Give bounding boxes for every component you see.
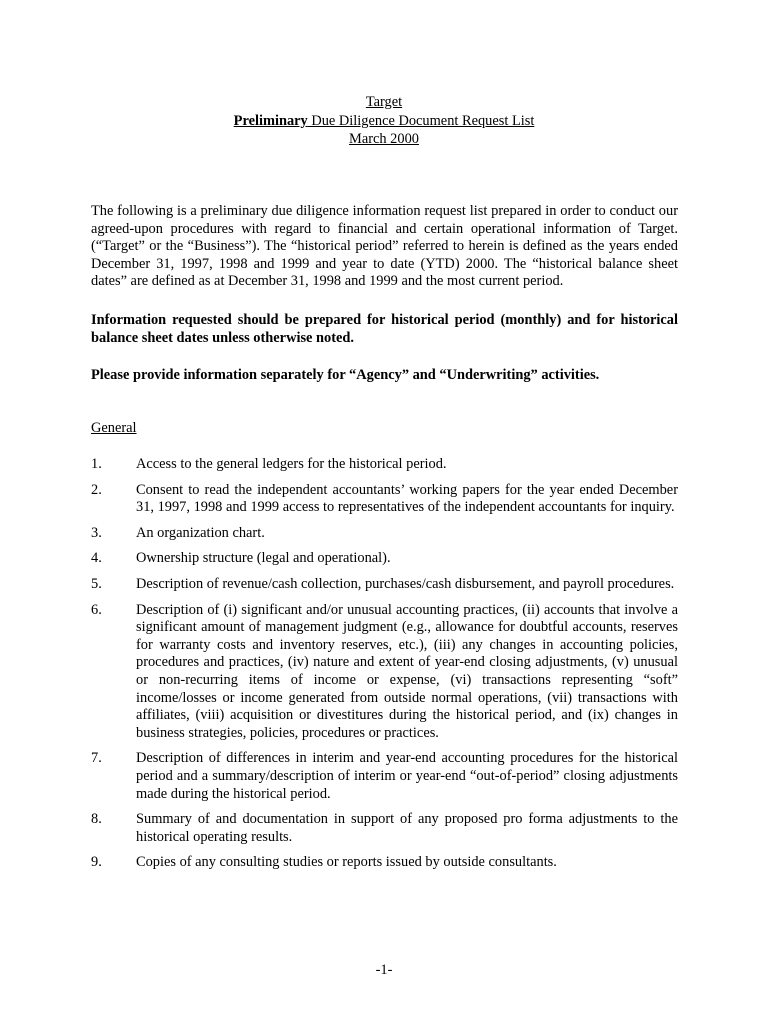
header-title bbox=[0, 112, 768, 131]
document-header bbox=[0, 93, 768, 149]
request-list bbox=[91, 456, 678, 880]
header-company: Target bbox=[365, 94, 403, 110]
list-item-text: Ownership structure (legal and operational). bbox=[136, 550, 391, 567]
list-item bbox=[91, 602, 678, 743]
list-item-text: An organization chart. bbox=[136, 524, 265, 541]
list-item-number: 8. bbox=[91, 811, 102, 828]
list-item bbox=[91, 854, 678, 872]
header-title-bold: Preliminary bbox=[233, 112, 308, 129]
list-item bbox=[91, 482, 678, 517]
list-item bbox=[91, 576, 678, 594]
list-item-number: 3. bbox=[91, 524, 102, 541]
header-date: March 2000 bbox=[349, 131, 419, 147]
list-item bbox=[91, 750, 678, 803]
list-item-number: 1. bbox=[91, 456, 102, 472]
list-item-text: Summary of and documentation in support of any proposed pro forma adjustments to the historical operating results. bbox=[136, 811, 678, 845]
list-item bbox=[91, 811, 678, 846]
list-item-text: Description of differences in interim and year-end accounting procedures for the historical period and a summary/description of interim or year-end “out-of-period” closing adjustments made during the historical period. bbox=[136, 750, 678, 802]
list-item-text: Description of (i) significant and/or unusual accounting practices, (ii) accounts that involve a significant amount of management judgment (e.g., allowance for doubtful accounts, reserves for warranty costs and inventory reserves, etc.), (iii) any changes in accounting policies, procedures and practices, (iv) nature and extent of year-end closing adjustments, (v) unusual or non-recurring items of income or expense, (vi) transactions representing “soft” income/losses or income generated from outside normal operations, (vii) transactions with affiliates, (viii) acquisition or divestitures during the historical period, and (ix) changes in business strategies, policies, procedures or practices. bbox=[136, 601, 678, 741]
list-item-text: Copies of any consulting studies or reports issued by outside consultants. bbox=[136, 854, 557, 871]
header-title-rest: Due Diligence Document Request List bbox=[307, 112, 535, 129]
agency-note-paragraph: Please provide information separately for “Agency” and “Underwriting” activities. bbox=[91, 367, 600, 383]
list-item-number: 6. bbox=[91, 601, 102, 618]
list-item-number: 9. bbox=[91, 854, 102, 871]
list-item bbox=[91, 456, 678, 474]
list-item bbox=[91, 550, 678, 568]
list-item-number: 2. bbox=[91, 481, 102, 498]
section-heading-general: General bbox=[91, 420, 137, 436]
intro-paragraph: The following is a preliminary due diligence information request list prepared in order to conduct our agreed-upon procedures with regard to financial and certain operational information of Target.(“Target” or the “Business”). The “historical period” referred to herein is defined as the years ended December 31, 1997, 1998 and 1999 and year to date (YTD) 2000. The “historical balance sheet dates” are defined as at December 31, 1998 and 1999 and the most current period. bbox=[91, 203, 678, 290]
list-item-number: 7. bbox=[91, 750, 102, 767]
instruction-paragraph: Information requested should be prepared for historical period (monthly) and for historical balance sheet dates unless otherwise noted. bbox=[91, 312, 678, 346]
list-item-number: 4. bbox=[91, 550, 102, 567]
list-item-number: 5. bbox=[91, 575, 102, 592]
list-item-text: Description of revenue/cash collection, purchases/cash disbursement, and payroll procedures. bbox=[136, 575, 675, 592]
page-number: -1- bbox=[375, 962, 393, 978]
list-item-text: Consent to read the independent accountants’ working papers for the year ended December 31, 1997, 1998 and 1999 access to representatives of the independent accountants for inquiry. bbox=[136, 481, 678, 516]
list-item bbox=[91, 525, 678, 543]
list-item-text: Access to the general ledgers for the historical period. bbox=[136, 456, 447, 472]
